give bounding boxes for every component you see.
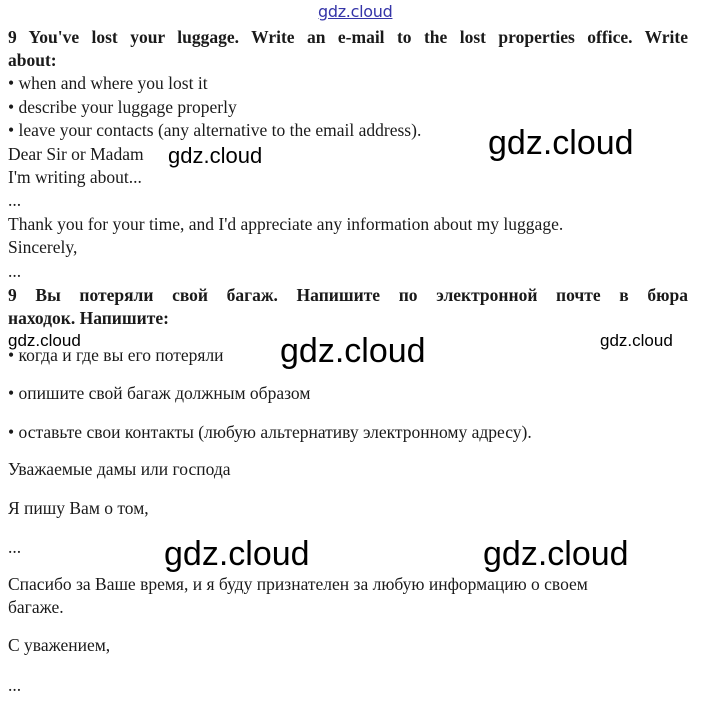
english-ellipsis: ...: [8, 261, 22, 281]
english-ellipsis: ...: [8, 190, 22, 210]
russian-ellipsis: ...: [8, 537, 22, 557]
russian-bullet: • когда и где вы его потеряли: [8, 345, 224, 365]
english-thanks: Thank you for your time, and I'd appreciate any information about my luggage.: [8, 214, 564, 234]
watermark: gdz.cloud: [8, 331, 81, 350]
watermark: gdz.cloud: [488, 124, 634, 162]
english-bullet: • describe your luggage properly: [8, 97, 237, 117]
english-closing: Sincerely,: [8, 237, 78, 257]
russian-task-heading: 9 Вы потеряли свой багаж. Напишите по электронной почте в бюра: [8, 285, 688, 305]
watermark: gdz.cloud: [164, 535, 310, 573]
english-bullet: • when and where you lost it: [8, 73, 208, 93]
watermark: gdz.cloud: [483, 535, 629, 573]
russian-thanks-cont: багаже.: [8, 597, 64, 617]
watermark: gdz.cloud: [280, 332, 426, 370]
russian-task-heading-cont: находок. Напишите:: [8, 308, 169, 328]
russian-thanks: Спасибо за Ваше время, и я буду признателен за любую информацию о своем: [8, 574, 588, 594]
english-task-heading: 9 You've lost your luggage. Write an e-mail to the lost properties office. Write: [8, 27, 688, 47]
russian-salutation: Уважаемые дамы или господа: [8, 459, 231, 479]
english-task-heading-cont: about:: [8, 50, 57, 70]
russian-closing: С уважением,: [8, 635, 111, 655]
english-bullet: • leave your contacts (any alternative to the email address).: [8, 120, 422, 140]
russian-bullet: • оставьте свои контакты (любую альтернативу электронному адресу).: [8, 422, 532, 442]
english-salutation: Dear Sir or Madam: [8, 144, 144, 164]
russian-bullet: • опишите свой багаж должным образом: [8, 383, 311, 403]
watermark: gdz.cloud: [168, 143, 263, 168]
english-opening: I'm writing about...: [8, 167, 142, 187]
watermark: gdz.cloud: [600, 331, 673, 350]
russian-ellipsis: ...: [8, 675, 22, 695]
russian-opening: Я пишу Вам о том,: [8, 498, 149, 518]
watermark-top[interactable]: gdz.cloud: [318, 2, 393, 21]
